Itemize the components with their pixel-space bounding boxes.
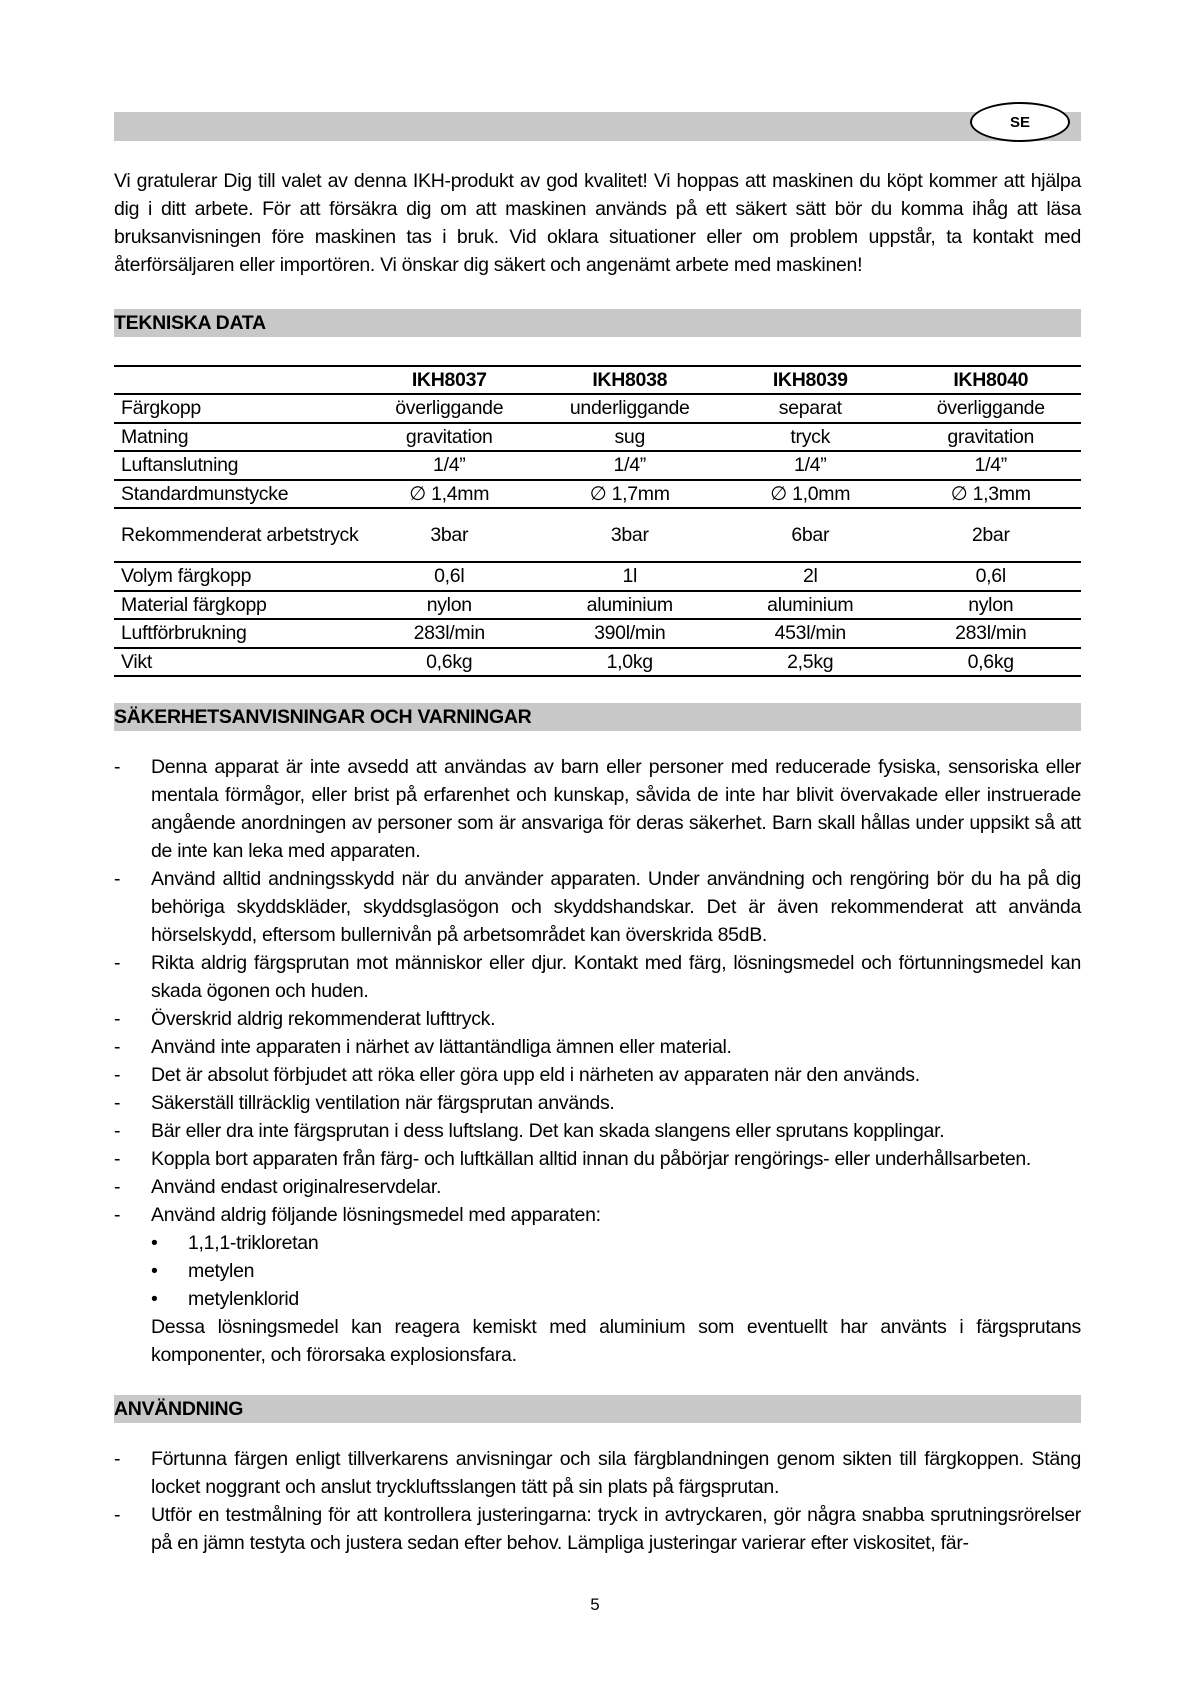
spec-value: separat xyxy=(720,394,901,423)
list-item xyxy=(114,753,1081,865)
list-item xyxy=(114,1033,1081,1061)
list-item xyxy=(114,1201,1081,1369)
language-badge: SE xyxy=(970,102,1070,142)
list-item xyxy=(114,1145,1081,1173)
spec-label: Vikt xyxy=(114,648,359,677)
table-row xyxy=(114,562,1081,591)
intro-paragraph: Vi gratulerar Dig till valet av denna IKH-produkt av god kvalitet! Vi hoppas att maskinen du köpt kommer att hjälpa dig i ditt arbete. För att försäkra dig om att maskinen används på ett säkert sätt bör du komma ihåg att läsa bruksanvisningen före maskinen tas i bruk. Vid oklara situationer eller om problem uppstår, ta kontakt med återförsäljaren eller importören. Vi önskar dig säkert och angenämt arbete med maskinen! xyxy=(114,170,1081,276)
spec-value: 3bar xyxy=(359,508,540,562)
list-item-text: Denna apparat är inte avsedd att användas av barn eller personer med reducerade fysiska, sensoriska eller mentala förmågor, eller brist på erfarenhet och kunskap, såvida de inte har blivit övervakade eller instruerade angående anordningen av personer som är ansvariga för deras säkerhet. Barn skall hållas under uppsikt så att de inte kan leka med apparaten. xyxy=(151,756,1081,862)
list-item-text: Använd inte apparaten i närhet av lättantändliga ämnen eller material. xyxy=(151,1036,732,1058)
spec-value: 0,6l xyxy=(901,562,1082,591)
spec-label: Matning xyxy=(114,423,359,452)
dash-marker: - xyxy=(114,1204,121,1226)
safety-list xyxy=(114,753,1081,1369)
table-row xyxy=(114,451,1081,480)
list-item-text: Det är absolut förbjudet att röka eller göra upp eld i närheten av apparaten när den används. xyxy=(151,1064,920,1086)
list-item-text: Använd endast originalreservdelar. xyxy=(151,1176,442,1198)
dash-marker: - xyxy=(114,952,121,974)
list-item xyxy=(114,1173,1081,1201)
spec-value: gravitation xyxy=(901,423,1082,452)
spec-value: ∅ 1,3mm xyxy=(901,480,1082,509)
spec-label: Volym färgkopp xyxy=(114,562,359,591)
section-heading-usage: ANVÄNDNING xyxy=(114,1395,1081,1423)
list-item-text: Förtunna färgen enligt tillverkarens anvisningar och sila färgblandningen genom sikten till färgkoppen. Stäng locket noggrant och anslut tryckluftsslangen tätt på sin plats på färgsprutan. xyxy=(151,1448,1081,1498)
page-number: 5 xyxy=(590,1595,600,1614)
solvent-name: 1,1,1-trikloretan xyxy=(188,1232,319,1254)
header-bar xyxy=(114,112,1081,141)
spec-value: 1/4” xyxy=(901,451,1082,480)
list-item-text: Utför en testmålning för att kontrollera justeringarna: tryck in avtryckaren, gör några snabba sprutningsrörelser på en jämn testyta och justera sedan efter behov. Lämpliga justeringar varierar efter viskositet, fär- xyxy=(151,1504,1081,1554)
model-header: IKH8038 xyxy=(540,366,721,394)
list-item xyxy=(114,1501,1081,1557)
bullet-marker: • xyxy=(151,1288,158,1310)
list-item-text: Säkerställ tillräcklig ventilation när färgsprutan används. xyxy=(151,1092,615,1114)
list-item xyxy=(114,1089,1081,1117)
spec-value: nylon xyxy=(901,591,1082,620)
table-row xyxy=(114,394,1081,423)
spec-value: 390l/min xyxy=(540,619,721,648)
spec-value: aluminium xyxy=(720,591,901,620)
page-content xyxy=(114,112,1081,1557)
spec-label: Rekommenderat arbetstryck xyxy=(114,508,359,562)
list-item-text: Rikta aldrig färgsprutan mot människor eller djur. Kontakt med färg, lösningsmedel och förtunningsmedel kan skada ögonen och huden. xyxy=(151,952,1081,1002)
spec-value: 2bar xyxy=(901,508,1082,562)
spec-value: 1l xyxy=(540,562,721,591)
spec-value: ∅ 1,7mm xyxy=(540,480,721,509)
list-item-text: Använd aldrig följande lösningsmedel med apparaten: xyxy=(151,1204,601,1226)
spec-value: 3bar xyxy=(540,508,721,562)
spec-value: överliggande xyxy=(901,394,1082,423)
dash-marker: - xyxy=(114,756,121,778)
spec-value: 1/4” xyxy=(720,451,901,480)
spec-label: Material färgkopp xyxy=(114,591,359,620)
list-item-text: Använd alltid andningsskydd när du använder apparaten. Under användning och rengöring bör du ha på dig behöriga skyddskläder, skyddsglasögon och skyddshandskar. Det är även rekommenderat att använda hörselskydd, eftersom bullernivån på arbetsområdet kan överskrida 85dB. xyxy=(151,868,1081,946)
list-item xyxy=(114,1061,1081,1089)
specs-header-row xyxy=(114,366,1081,394)
spec-value: 0,6kg xyxy=(901,648,1082,677)
spec-value: tryck xyxy=(720,423,901,452)
list-item-body xyxy=(151,1201,1081,1369)
section-heading-safety: SÄKERHETSANVISNINGAR OCH VARNINGAR xyxy=(114,703,1081,731)
table-row xyxy=(114,591,1081,620)
model-header: IKH8040 xyxy=(901,366,1082,394)
spec-value: överliggande xyxy=(359,394,540,423)
solvent-name: metylenklorid xyxy=(188,1288,299,1310)
table-row xyxy=(114,480,1081,509)
dash-marker: - xyxy=(114,1148,121,1170)
spec-value: gravitation xyxy=(359,423,540,452)
spec-value: 283l/min xyxy=(901,619,1082,648)
spec-value: aluminium xyxy=(540,591,721,620)
list-item xyxy=(114,1117,1081,1145)
list-item-text: Överskrid aldrig rekommenderat lufttryck. xyxy=(151,1008,496,1030)
spec-value: sug xyxy=(540,423,721,452)
spec-value: 6bar xyxy=(720,508,901,562)
table-row xyxy=(114,648,1081,677)
usage-list xyxy=(114,1445,1081,1557)
dash-marker: - xyxy=(114,1092,121,1114)
spec-value: 453l/min xyxy=(720,619,901,648)
table-row xyxy=(114,423,1081,452)
spec-value: ∅ 1,0mm xyxy=(720,480,901,509)
table-row xyxy=(114,508,1081,562)
specs-header-empty xyxy=(114,366,359,394)
dash-marker: - xyxy=(114,1064,121,1086)
specs-table xyxy=(114,365,1081,677)
spec-label: Färgkopp xyxy=(114,394,359,423)
dash-marker: - xyxy=(114,868,121,890)
spec-value: 2l xyxy=(720,562,901,591)
spec-value: nylon xyxy=(359,591,540,620)
spec-value: 1,0kg xyxy=(540,648,721,677)
dash-marker: - xyxy=(114,1120,121,1142)
model-header: IKH8039 xyxy=(720,366,901,394)
spec-label: Standardmunstycke xyxy=(114,480,359,509)
dash-marker: - xyxy=(114,1036,121,1058)
bullet-marker: • xyxy=(151,1232,158,1254)
solvent-item xyxy=(151,1285,1081,1313)
list-item xyxy=(114,1005,1081,1033)
list-item xyxy=(114,1445,1081,1501)
model-header: IKH8037 xyxy=(359,366,540,394)
table-row xyxy=(114,619,1081,648)
list-item-text: Koppla bort apparaten från färg- och luftkällan alltid innan du påbörjar rengörings- eller underhållsarbeten. xyxy=(151,1148,1032,1170)
dash-marker: - xyxy=(114,1448,121,1470)
spec-value: 1/4” xyxy=(359,451,540,480)
list-item xyxy=(114,949,1081,1005)
dash-marker: - xyxy=(114,1176,121,1198)
spec-label: Luftförbrukning xyxy=(114,619,359,648)
spec-value: 1/4” xyxy=(540,451,721,480)
solvent-note: Dessa lösningsmedel kan reagera kemiskt med aluminium som eventuellt har använts i färgsprutans komponenter, och förorsaka explosionsfara. xyxy=(151,1316,1081,1366)
spec-label: Luftanslutning xyxy=(114,451,359,480)
list-item xyxy=(114,865,1081,949)
spec-value: 0,6kg xyxy=(359,648,540,677)
spec-value: 0,6l xyxy=(359,562,540,591)
section-heading-tech: TEKNISKA DATA xyxy=(114,309,1081,337)
dash-marker: - xyxy=(114,1008,121,1030)
dash-marker: - xyxy=(114,1504,121,1526)
bullet-marker: • xyxy=(151,1260,158,1282)
solvent-name: metylen xyxy=(188,1260,255,1282)
spec-value: ∅ 1,4mm xyxy=(359,480,540,509)
list-item-text: Bär eller dra inte färgsprutan i dess luftslang. Det kan skada slangens eller sprutans kopplingar. xyxy=(151,1120,945,1142)
solvent-item xyxy=(151,1257,1081,1285)
spec-value: 283l/min xyxy=(359,619,540,648)
solvent-item xyxy=(151,1229,1081,1257)
spec-value: underliggande xyxy=(540,394,721,423)
spec-value: 2,5kg xyxy=(720,648,901,677)
